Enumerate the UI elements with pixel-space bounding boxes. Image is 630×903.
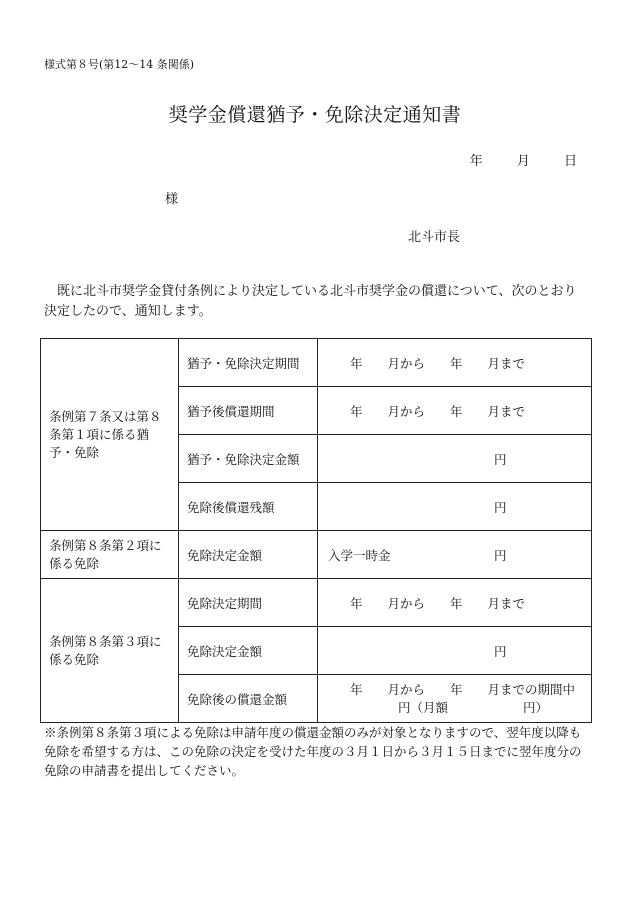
value-cell xyxy=(318,675,592,723)
item-cell: 猶予・免除決定金額 xyxy=(179,435,318,483)
item-cell: 免除後償還残額 xyxy=(179,483,318,531)
yen-unit: 円 xyxy=(494,451,507,467)
form-number: 様式第８号(第12〜14 条関係) xyxy=(44,58,195,71)
repayment-period xyxy=(326,681,583,717)
period-value: 年 月から 年 月まで xyxy=(350,355,526,371)
yen-unit: 円 xyxy=(494,643,507,659)
date-year-label: 年 xyxy=(469,154,483,169)
footnote: ※条例第８条第３項による免除は申請年度の償還金額のみが対象となりますので、翌年度以降も免除を希望する方は、この免除の決定を受けた年度の３月１日から３月１５日までに翌年度分の免除の申請書を提出してください。 xyxy=(44,725,582,778)
table-row xyxy=(41,531,592,579)
addressee-suffix: 様 xyxy=(165,192,179,207)
intro-paragraph: 既に北斗市奨学金貸付条例により決定している北斗市奨学金の償還について、次のとおり決定したので、通知します。 xyxy=(44,284,577,319)
issuer-name: 北斗市長 xyxy=(408,230,461,245)
item-cell: 免除決定金額 xyxy=(179,531,318,579)
value-prefix: 入学一時金 xyxy=(328,547,391,563)
period-value: 年 月から 年 月まで xyxy=(350,595,526,611)
item-cell: 免除後の償還金額 xyxy=(179,675,318,723)
value-cell xyxy=(318,339,592,387)
document-title: 奨学金償還猶予・免除決定通知書 xyxy=(168,104,462,126)
yen-unit: 円 xyxy=(494,499,507,515)
value-cell xyxy=(318,579,592,627)
item-cell: 猶予後償還期間 xyxy=(179,387,318,435)
category-cell: 条例第７条又は第８条第１項に係る猶予・免除 xyxy=(41,339,179,531)
item-cell: 免除決定金額 xyxy=(179,627,318,675)
value-cell xyxy=(318,627,592,675)
yen-unit: 円 xyxy=(494,547,507,563)
date-day-label: 日 xyxy=(563,154,577,169)
value-cell xyxy=(318,435,592,483)
item-cell: 猶予・免除決定期間 xyxy=(179,339,318,387)
category-cell: 条例第８条第２項に係る免除 xyxy=(41,531,179,579)
decision-table xyxy=(40,338,592,723)
date-month-label: 月 xyxy=(516,154,530,169)
repayment-period-line1: 年 月から 年 月までの期間中 xyxy=(350,681,576,697)
table-row xyxy=(41,339,592,387)
table-row xyxy=(41,579,592,627)
period-value: 年 月から 年 月まで xyxy=(350,403,526,419)
category-cell: 条例第８条第３項に係る免除 xyxy=(41,579,179,723)
repayment-period-line2: 円（月額 円） xyxy=(398,699,549,715)
issue-date xyxy=(470,150,577,169)
value-cell xyxy=(318,387,592,435)
item-cell: 免除決定期間 xyxy=(179,579,318,627)
value-cell xyxy=(318,483,592,531)
value-cell xyxy=(318,531,592,579)
